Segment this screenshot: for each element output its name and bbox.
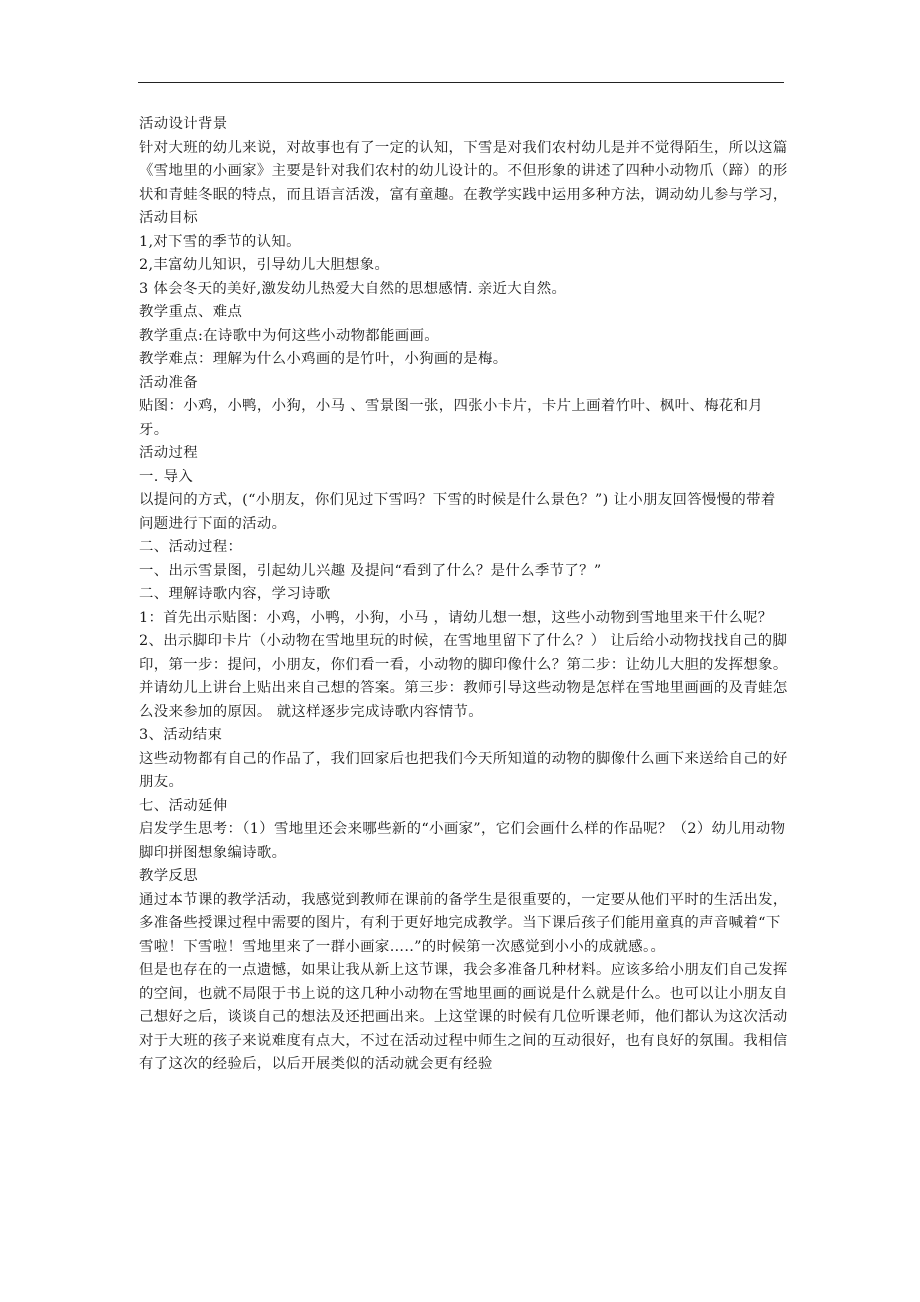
heading-background: 活动设计背景 — [139, 116, 228, 132]
goal-item-3: 3 体会冬天的美好,激发幼儿热爱大自然的思想感情. 亲近大自然。 — [139, 280, 567, 297]
introduction-text: 以提问的方式，(“小朋友，你们见过下雪吗？下雪的时候是什么景色？”) 让小朋友回答慢慢的带着问题进行下面的活动。 — [139, 492, 776, 532]
step-activity-process: 二、活动过程： — [139, 539, 243, 555]
ending-text: 这些动物都有自己的作品了，我们回家后也把我们今天所知道的动物的脚像什么画下来送给自己的好朋友。 — [139, 750, 788, 790]
heading-process: 活动过程 — [139, 445, 198, 461]
reflection-paragraph-1: 通过本节课的教学活动，我感觉到教师在课前的备学生是很重要的，一定要从他们平时的生活出发，多准备些授课过程中需要的图片，有利于更好地完成教学。当下课后孩子们能用童真的声音喊着“下雪啦！下雪啦！雪地里来了一群小画家…..”的时候第一次感觉到小小的成就感。。 — [139, 891, 788, 955]
paragraph-background: 针对大班的幼儿来说，对故事也有了一定的认知，下雪是对我们农村幼儿是并不觉得陌生，所以这篇《雪地里的小画家》主要是针对我们农村的幼儿设计的。不但形象的讲述了四种小动物爪（蹄）的形状和青蛙冬眠的特点，而且语言活泼，富有童趣。在教学实践中运用多种方法，调动幼儿参与学习， — [139, 139, 788, 203]
document-body — [139, 113, 789, 1077]
substep-poem: 二、理解诗歌内容，学习诗歌 — [139, 586, 331, 602]
goal-item-1: 1,对下雪的季节的认知。 — [139, 233, 301, 250]
key-point: 教学重点:在诗歌中为何这些小动物都能画画。 — [139, 327, 440, 344]
poem-step-2: 2、出示脚印卡片（小动物在雪地里玩的时候，在雪地里留下了什么？） 让后给小动物找找自己的脚印，第一步：提问，小朋友，你们看一看，小动物的脚印像什么？第二步：让幼儿大胆的发挥想象。并请幼儿上讲台上贴出来自己想的答案。第三步：教师引导这些动物是怎样在雪地里画画的及青蛙怎么没来参加的原因。 就这样逐步完成诗歌内容情节。 — [139, 633, 788, 720]
header-rule — [138, 82, 784, 83]
poem-step-1: 1：首先出示贴图：小鸡，小鸭，小狗，小马 ，请幼儿想一想，这些小动物到雪地里来干什么呢？ — [139, 609, 773, 626]
difficult-point: 教学难点：理解为什么小鸡画的是竹叶，小狗画的是梅。 — [139, 351, 508, 367]
heading-goals: 活动目标 — [139, 210, 198, 226]
heading-reflection: 教学反思 — [139, 868, 198, 884]
reflection-paragraph-2: 但是也存在的一点遗憾，如果让我从新上这节课，我会多准备几种材料。应该多给小朋友们自己发挥的空间，也就不局限于书上说的这几种小动物在雪地里画的画说是什么就是什么。也可以让小朋友自己想好之后，谈谈自己的想法及还把画出来。上这堂课的时候有几位听课老师，他们都认为这次活动对于大班的孩子来说难度有点大，不过在活动过程中师生之间的互动很好，也有良好的氛围。我相信有了这次的经验后，以后开展类似的活动就会更有经验 — [139, 962, 788, 1072]
heading-key-points: 教学重点、难点 — [139, 304, 243, 320]
step-extension: 七、活动延伸 — [139, 797, 228, 814]
heading-preparation: 活动准备 — [139, 374, 198, 391]
substep-snow-scene: 一、出示雪景图，引起幼儿兴趣 及提问“看到了什么？是什么季节了？” — [139, 562, 602, 579]
preparation-items: 贴图：小鸡，小鸭，小狗，小马 、雪景图一张，四张小卡片，卡片上画着竹叶、枫叶、梅花和月牙。 — [139, 398, 764, 438]
step-ending: 3、活动结束 — [139, 727, 223, 743]
goal-item-2: 2,丰富幼儿知识，引导幼儿大胆想象。 — [139, 257, 390, 273]
extension-text: 启发学生思考：（1）雪地里还会来哪些新的“小画家”，它们会画什么样的作品呢？（2）幼儿用动物脚印拼图想象编诗歌。 — [139, 821, 786, 861]
step-introduction: 一. 导入 — [139, 468, 194, 485]
